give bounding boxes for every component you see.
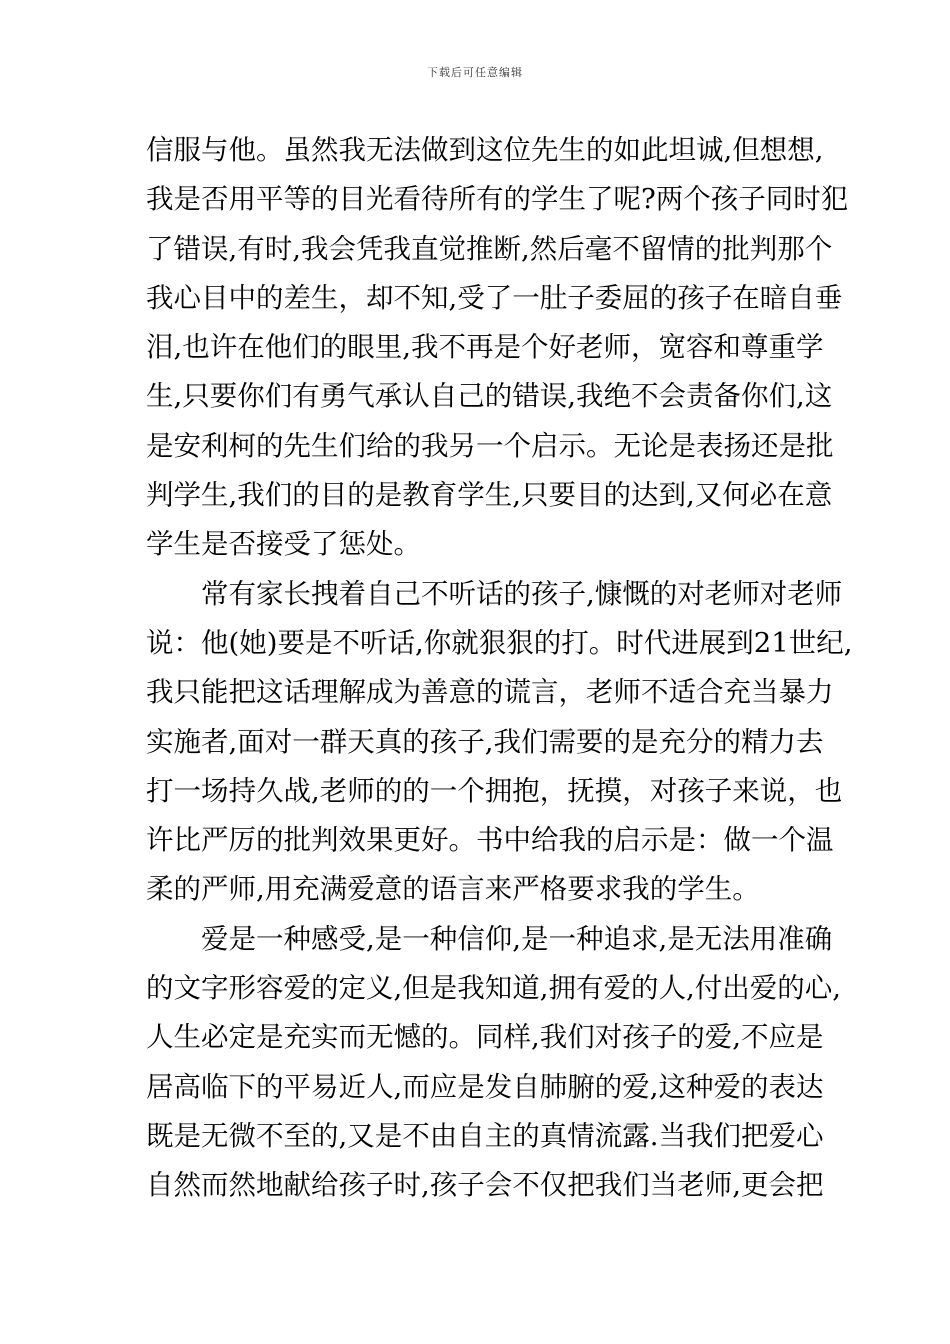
text-line: 泪,也许在他们的眼里,我不再是个好老师，宽容和尊重学 (146, 331, 824, 364)
document-body (146, 126, 853, 1211)
text-line: 常有家长拽着自己不听话的孩子,慷慨的对老师对老师 (201, 577, 843, 610)
text-line: 人生必定是充实而无憾的。同样,我们对孩子的爱,不应是 (146, 1021, 824, 1054)
text-line: 居高临下的平易近人,而应是发自肺腑的爱,这种爱的表达 (146, 1070, 824, 1103)
text-line: 许比严厉的批判效果更好。书中给我的启示是：做一个温 (146, 824, 834, 857)
page-header-note: 下载后可任意编辑 (427, 66, 523, 79)
text-line: 信服与他。虽然我无法做到这位先生的如此坦诚,但想想, (146, 134, 824, 166)
paragraph-2 (146, 570, 853, 915)
text-line: 爱是一种感受,是一种信仰,是一种追求,是无法用准确 (201, 922, 833, 955)
text-line: 说：他(她)要是不听话,你就狠狠的打。时代进展到21世纪, (146, 626, 853, 659)
text-line: 学生是否接受了惩处。 (146, 528, 421, 561)
text-line: 打一场持久战,老师的的一个拥抱，抚摸，对孩子来说，也 (146, 774, 843, 807)
text-line: 是安利柯的先生们给的我另一个启示。无论是表扬还是批 (146, 429, 834, 462)
text-line: 判学生,我们的目的是教育学生,只要目的达到,又何必在意 (146, 479, 833, 512)
text-line: 的文字形容爱的定义,但是我知道,拥有爱的人,付出爱的心, (146, 972, 841, 1005)
text-line: 自然而然地献给孩子时,孩子会不仅把我们当老师,更会把 (146, 1169, 824, 1202)
text-line: 我心目中的差生，却不知,受了一肚子委屈的孩子在暗自垂 (146, 281, 843, 314)
text-line: 我是否用平等的目光看待所有的学生了呢?两个孩子同时犯 (146, 183, 849, 216)
text-line: 柔的严师,用充满爱意的语言来严格要求我的学生。 (146, 873, 760, 906)
text-line: 实施者,面对一群天真的孩子,我们需要的是充分的精力去 (146, 725, 824, 758)
text-line: 既是无微不至的,又是不由自主的真情流露.当我们把爱心 (146, 1119, 824, 1152)
paragraph-1 (146, 126, 849, 570)
text-line: 了错误,有时,我会凭我直觉推断,然后毫不留情的批判那个 (146, 232, 833, 265)
text-line: 生,只要你们有勇气承认自己的错误,我绝不会责备你们,这 (146, 380, 833, 413)
text-line: 我只能把这话理解成为善意的谎言，老师不适合充当暴力 (146, 676, 834, 709)
paragraph-3 (146, 915, 841, 1211)
